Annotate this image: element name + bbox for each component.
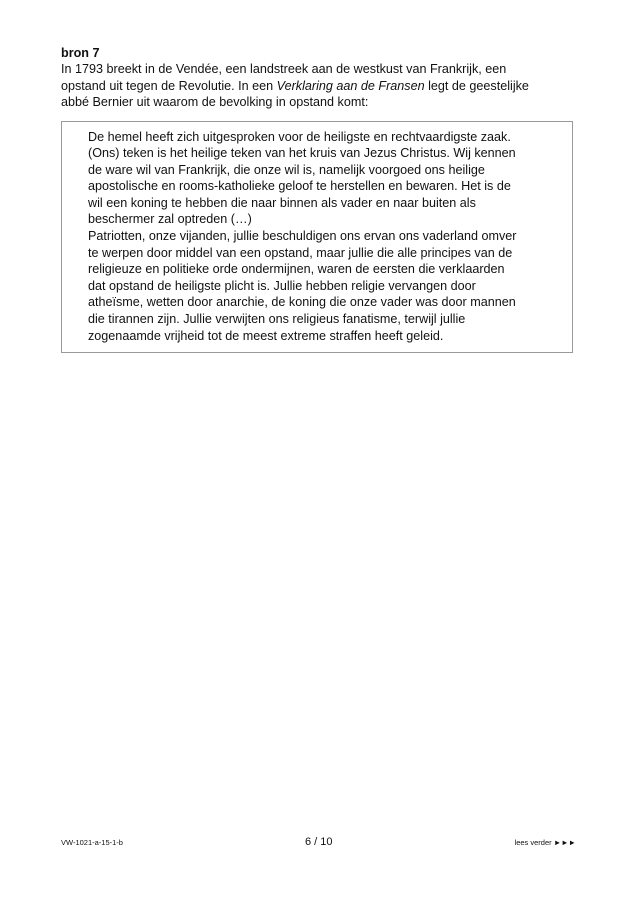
quote-line: de ware wil van Frankrijk, die onze wil is, namelijk voorgoed ons heilige [88,162,485,177]
quote-line: die tirannen zijn. Jullie verwijten ons religieus fanatisme, terwijl jullie [88,312,466,327]
quote-line: dat opstand de heiligste plicht is. Jullie hebben religie vervangen door [88,278,476,293]
intro-text-part: abbé Bernier uit waarom de bevolking in opstand komt: [61,95,369,109]
quote-line: Patriotten, onze vijanden, jullie beschuldigen ons ervan ons vaderland omver [88,229,517,244]
quote-box [61,121,573,354]
quote-line: religieuze en politieke orde ondermijnen, waren de eersten die verklaarden [88,262,505,277]
quote-line: De hemel heeft zich uitgesproken voor de heiligste en rechtvaardigste zaak. [88,129,511,144]
quote-line: atheïsme, wetten door anarchie, de koning die onze vader was door mannen [88,295,516,310]
quote-line: wil een koning te hebben die naar binnen als vader en naar buiten als [88,195,476,210]
continue-label: lees verder ►►► [514,838,576,847]
exam-code: VW-1021-a-15-1-b [61,838,123,847]
page-content [61,45,581,353]
source-heading: bron 7 [61,46,100,60]
intro-line [61,78,581,95]
quote-line: beschermer zal optreden (…) [88,212,252,227]
page-number: 6 / 10 [305,836,333,848]
intro-line [61,94,581,111]
intro-text [61,61,581,111]
quote-line: zogenaamde vrijheid tot de meest extreme straffen heeft geleid. [88,328,444,343]
intro-title-italic: Verklaring aan de Fransen [276,78,425,93]
intro-text-part: legt de geestelijke [424,78,529,93]
intro-line [61,61,581,78]
quote-line: te werpen door middel van een opstand, maar jullie die alle principes van de [88,245,513,260]
quote-line: (Ons) teken is het heilige teken van het kruis van Jezus Christus. Wij kennen [88,146,516,161]
intro-text-part: In 1793 breekt in de Vendée, een landstreek aan de westkust van Frankrijk, een [61,62,507,76]
quote-line: apostolische en rooms-katholieke geloof te herstellen en bewaren. Het is de [88,179,511,194]
intro-text-part: opstand uit tegen de Revolutie. In een [61,78,277,93]
footer [61,836,576,850]
